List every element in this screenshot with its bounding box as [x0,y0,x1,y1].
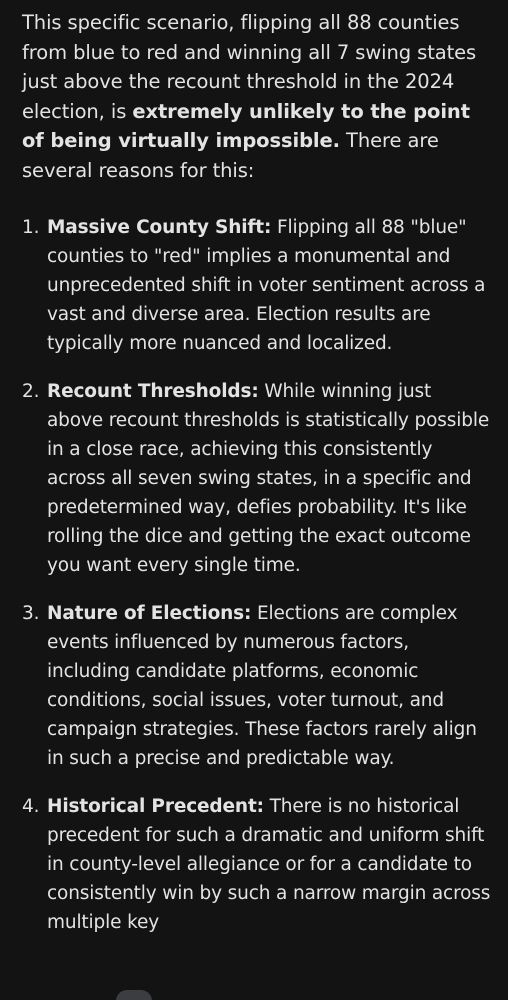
reasons-list [22,213,492,937]
response-text [22,8,492,956]
bottom-fade [0,986,508,1000]
floating-chip[interactable] [116,990,152,1000]
intro-text: This specific scenario, flipping all 88 counties from blue to red and winning all 7 swing states just above the recount threshold in the 2024 election, is [22,11,477,123]
list-item-number: 1. [22,217,40,238]
list-item [22,792,492,937]
list-item-text: Elections are complex events influenced by numerous factors, including candidate platforms, economic conditions, social issues, voter turnout, and campaign strategies. These factors rarely align in such a precise and predictable way. [47,603,477,769]
list-item-title: Recount Thresholds: [47,381,259,402]
list-item-text: There is no historical precedent for such a dramatic and uniform shift in county-level allegiance or for a candidate to consistently win by such a narrow margin across multiple key [47,796,491,933]
list-item-number: 2. [22,381,40,402]
intro-text-end: There are several reasons for this: [22,129,439,182]
list-item-title: Massive County Shift: [47,217,272,238]
intro-bold-text: extremely unlikely to the point of being virtually impossible. [22,99,470,152]
list-item-number: 4. [22,796,40,817]
intro-paragraph [22,8,492,185]
list-item-number: 3. [22,603,40,624]
list-item-title: Historical Precedent: [47,796,264,817]
list-item-text: While winning just above recount thresholds is statistically possible in a close race, achieving this consistently across all seven swing states, in a specific and predetermined way, defies probability. It's like rolling the dice and getting the exact outcome you want every single time. [47,381,490,576]
list-item [22,213,492,358]
list-item-title: Nature of Elections: [47,603,252,624]
list-item [22,377,492,580]
list-item [22,599,492,773]
list-item-text: Flipping all 88 "blue" counties to "red" implies a monumental and unprecedented shift in voter sentiment across a vast and diverse area. Election results are typically more nuanced and localized. [47,217,486,354]
